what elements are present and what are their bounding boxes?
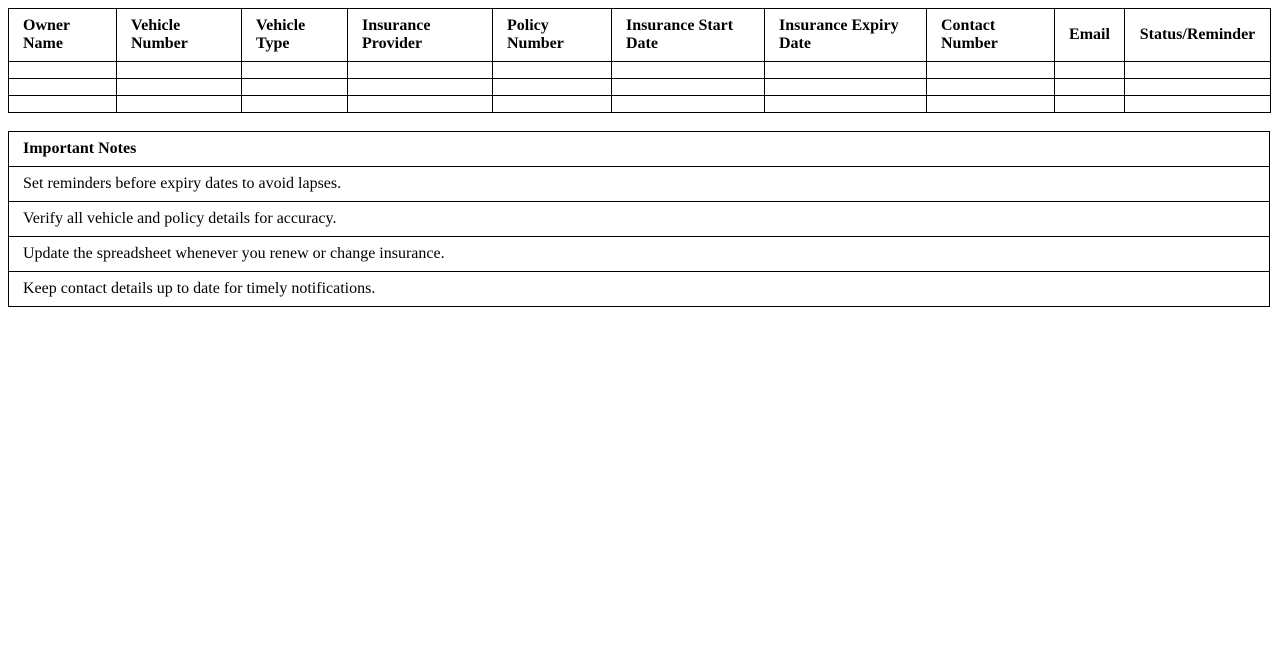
table-cell[interactable] [765, 79, 927, 96]
column-header-contact-number: Contact Number [927, 9, 1055, 62]
table-cell[interactable] [612, 62, 765, 79]
table-cell[interactable] [1055, 62, 1125, 79]
note-item: Keep contact details up to date for timely notifications. [9, 272, 1270, 307]
table-cell[interactable] [1055, 96, 1125, 113]
table-cell[interactable] [9, 79, 117, 96]
table-cell[interactable] [348, 96, 493, 113]
column-header-vehicle-number: Vehicle Number [117, 9, 242, 62]
important-notes-table [8, 131, 1270, 307]
table-cell[interactable] [1055, 79, 1125, 96]
table-cell[interactable] [1125, 62, 1271, 79]
column-header-insurance-start-date: Insurance Start Date [612, 9, 765, 62]
note-row [9, 272, 1270, 307]
table-row [9, 62, 1271, 79]
note-item: Update the spreadsheet whenever you renew or change insurance. [9, 237, 1270, 272]
notes-heading: Important Notes [9, 132, 1270, 167]
note-item: Set reminders before expiry dates to avoid lapses. [9, 167, 1270, 202]
table-row [9, 79, 1271, 96]
table-cell[interactable] [242, 62, 348, 79]
table-cell[interactable] [612, 79, 765, 96]
table-cell[interactable] [927, 62, 1055, 79]
table-cell[interactable] [927, 96, 1055, 113]
table-cell[interactable] [242, 79, 348, 96]
column-header-policy-number: Policy Number [493, 9, 612, 62]
table-cell[interactable] [493, 96, 612, 113]
table-cell[interactable] [612, 96, 765, 113]
note-row [9, 237, 1270, 272]
table-cell[interactable] [493, 79, 612, 96]
column-header-status-reminder: Status/Reminder [1125, 9, 1271, 62]
table-cell[interactable] [493, 62, 612, 79]
column-header-owner-name: Owner Name [9, 9, 117, 62]
table-cell[interactable] [348, 62, 493, 79]
note-row [9, 167, 1270, 202]
table-cell[interactable] [9, 62, 117, 79]
table-row [9, 96, 1271, 113]
table-cell[interactable] [1125, 96, 1271, 113]
table-cell[interactable] [1125, 79, 1271, 96]
note-item: Verify all vehicle and policy details for accuracy. [9, 202, 1270, 237]
table-cell[interactable] [765, 62, 927, 79]
table-cell[interactable] [9, 96, 117, 113]
table-header-row [9, 9, 1271, 62]
note-row [9, 202, 1270, 237]
table-cell[interactable] [117, 62, 242, 79]
insurance-tracker-sheet [8, 8, 1270, 307]
column-header-email: Email [1055, 9, 1125, 62]
table-cell[interactable] [117, 79, 242, 96]
table-cell[interactable] [927, 79, 1055, 96]
table-cell[interactable] [242, 96, 348, 113]
insurance-tracker-table [8, 8, 1271, 113]
notes-heading-row [9, 132, 1270, 167]
table-cell[interactable] [765, 96, 927, 113]
table-cell[interactable] [117, 96, 242, 113]
column-header-insurance-expiry-date: Insurance Expiry Date [765, 9, 927, 62]
table-cell[interactable] [348, 79, 493, 96]
column-header-insurance-provider: Insurance Provider [348, 9, 493, 62]
column-header-vehicle-type: Vehicle Type [242, 9, 348, 62]
